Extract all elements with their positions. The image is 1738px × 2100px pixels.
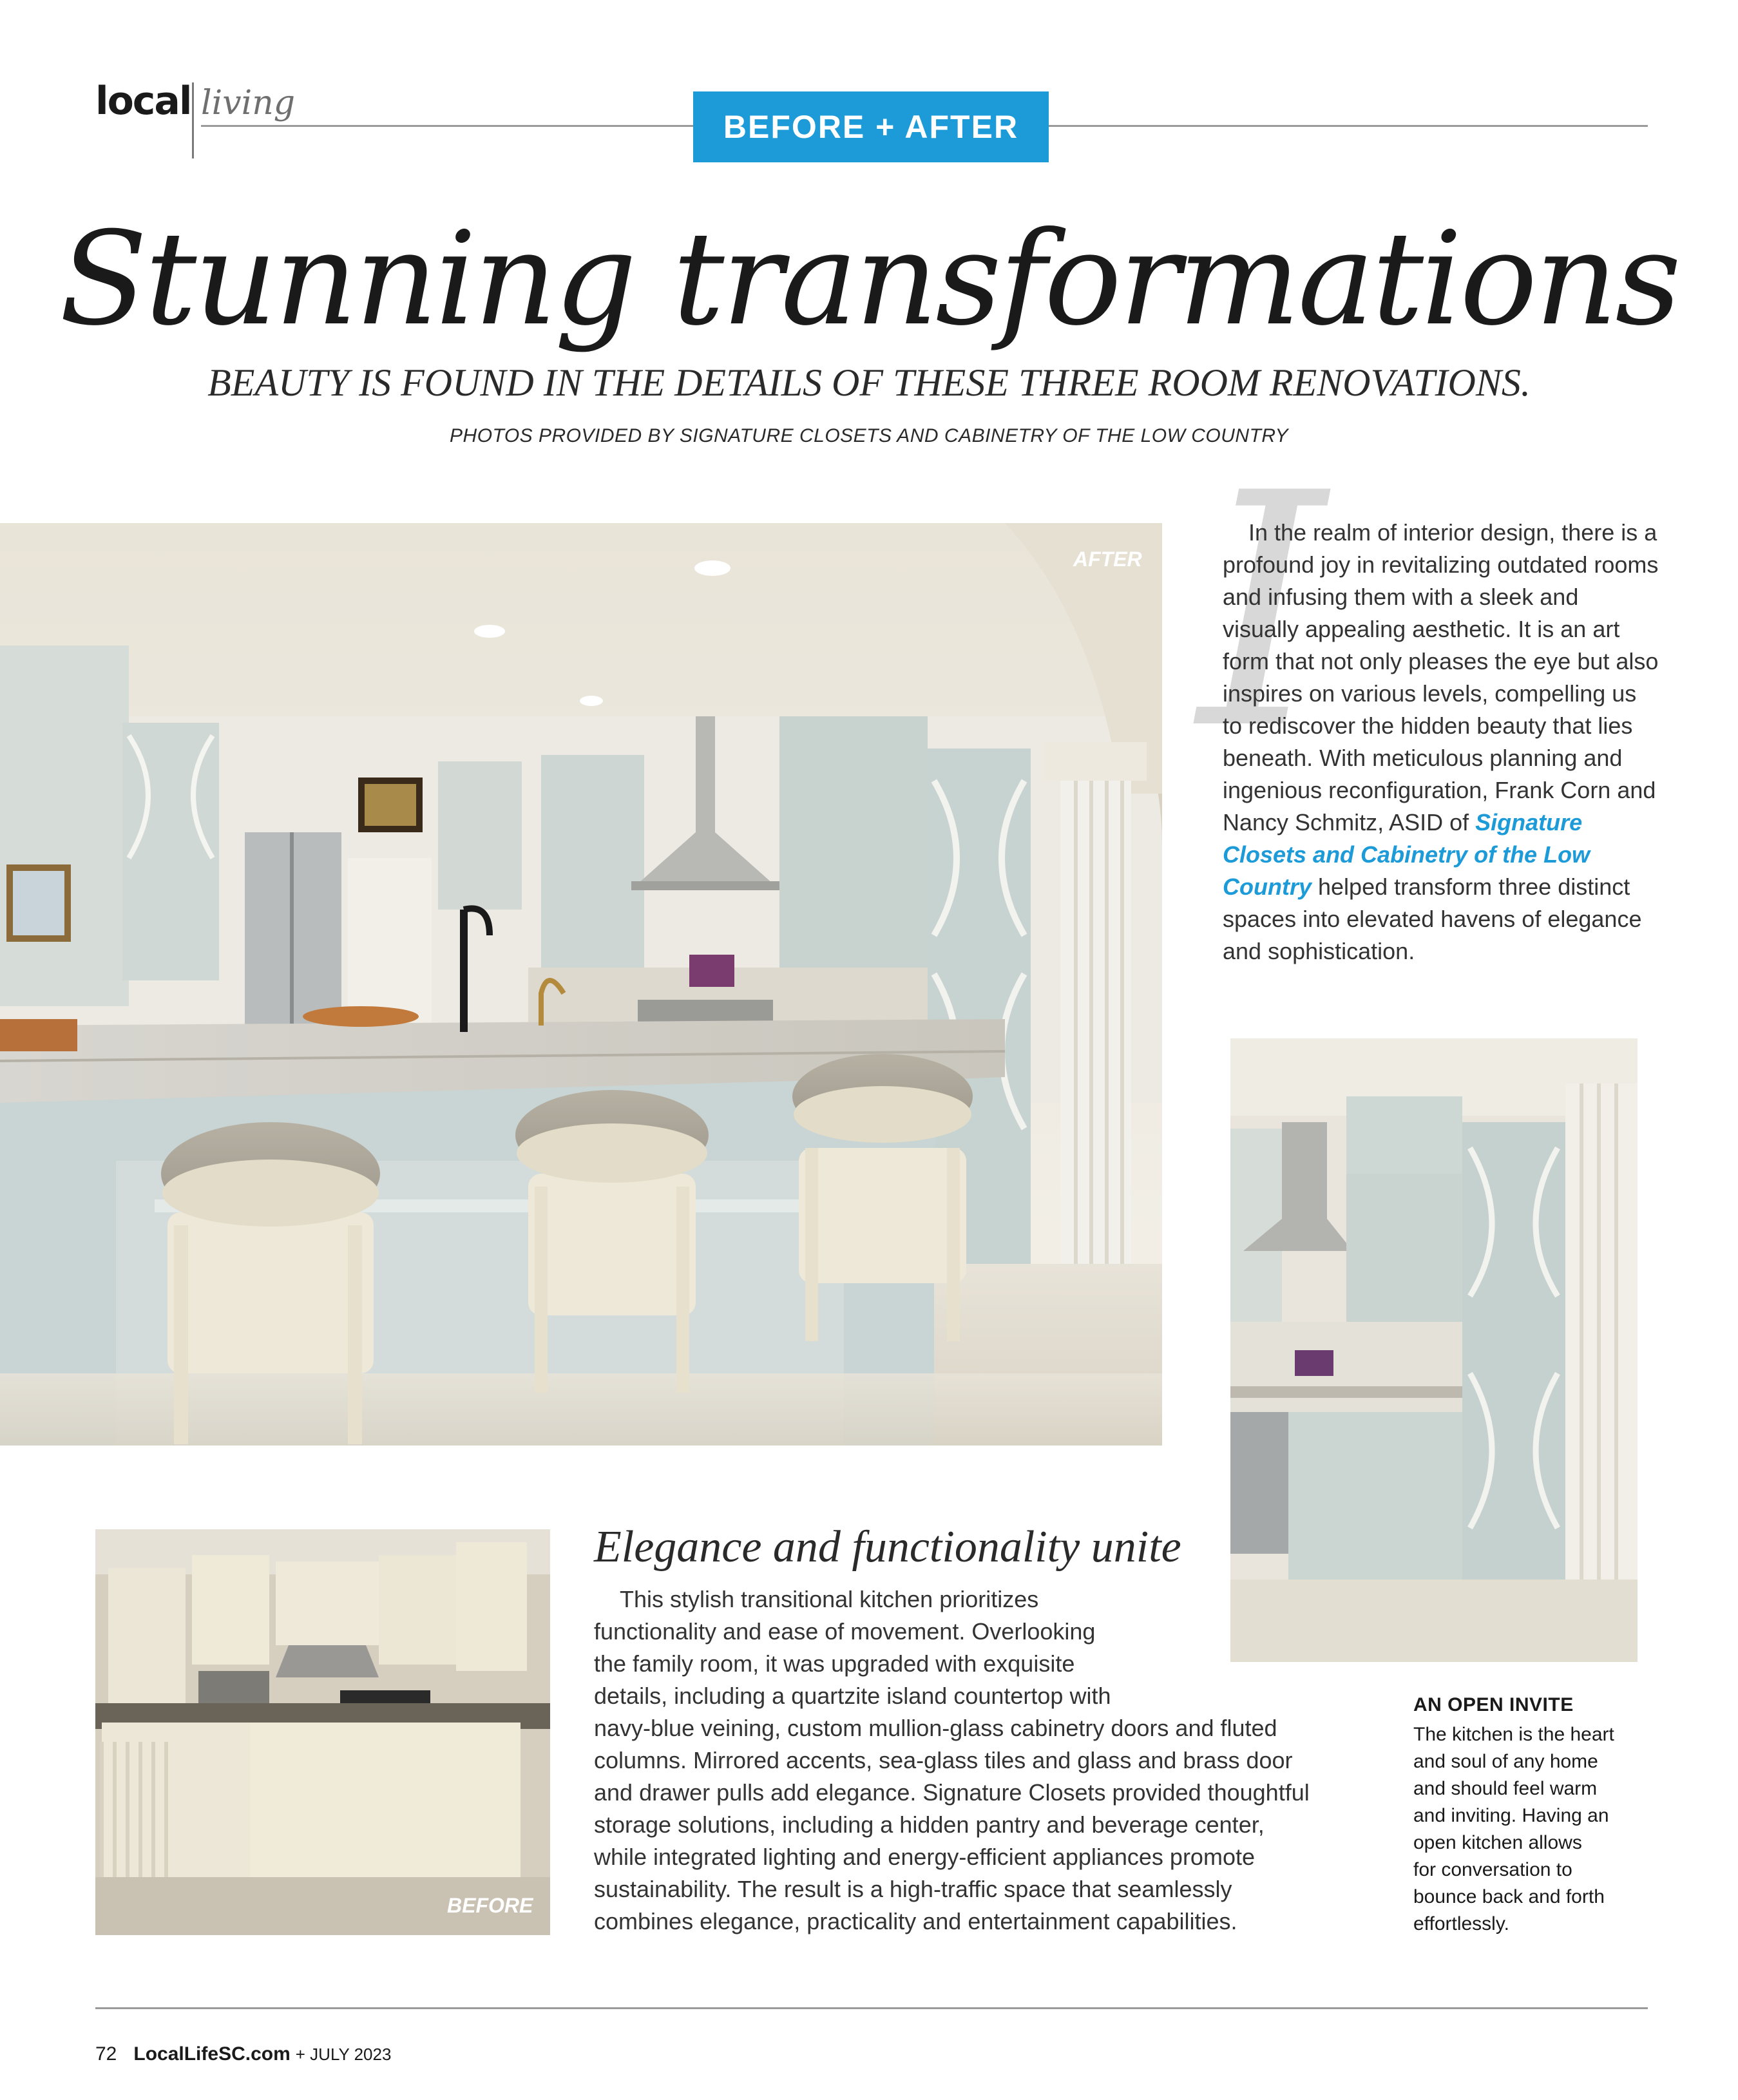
drop-cap: I (1198, 425, 1326, 799)
intro-text-start: In the realm of interior design, there is a profound joy in revitalizing outdated rooms and infusing them with a sleek and visually appealing aesthetic. It is an art form that not only pleases the eye but also inspires on various levels, compelling us to rediscover the hidden beauty that lies beneath. With meticulous planning and ingenious reconfiguration, Frank Corn and Nancy Schmitz, ASID of (1223, 519, 1659, 835)
after-detail-photo (1230, 1038, 1638, 1662)
brand-logo-living: living (201, 84, 296, 122)
page-number: 72 (95, 2043, 117, 2065)
page-footer (95, 2043, 391, 2065)
page-subtitle: BEAUTY IS FOUND IN THE DETAILS OF THESE THREE ROOM RENOVATIONS. (207, 361, 1531, 404)
photo-credit: PHOTOS PROVIDED BY SIGNATURE CLOSETS AND CABINETRY OF THE LOW COUNTRY (450, 425, 1288, 446)
article-line: functionality and ease of movement. Overlooking (594, 1618, 1096, 1645)
article-body (594, 1583, 1310, 1938)
article-line: sustainability. The result is a high-traffic space that seamlessly (594, 1876, 1232, 1902)
footer-date: + JULY 2023 (295, 2045, 392, 2064)
sidebar-line: and soul of any home (1413, 1751, 1598, 1772)
article-line: navy-blue veining, custom mullion-glass cabinetry doors and fluted (594, 1715, 1277, 1741)
article-line: This stylish transitional kitchen prioritizes (620, 1586, 1039, 1612)
brand-logo-local: local (95, 79, 191, 124)
sidebar-line: for conversation to (1413, 1859, 1572, 1880)
sidebar-line: The kitchen is the heart (1413, 1724, 1614, 1745)
article-line: details, including a quartzite island countertop with (594, 1683, 1111, 1709)
article-heading: Elegance and functionality unite (594, 1522, 1181, 1572)
after-label: AFTER (1073, 548, 1142, 571)
sidebar-caption-title: AN OPEN INVITE (1413, 1694, 1574, 1715)
article-line: columns. Mirrored accents, sea-glass tiles and glass and brass door (594, 1747, 1293, 1773)
footer-site-link[interactable]: LocalLifeSC.com (133, 2043, 291, 2065)
before-kitchen-photo (95, 1529, 550, 1935)
sidebar-line: and should feel warm (1413, 1778, 1598, 1799)
intro-text-end: helped transform three distinct spaces into elevated havens of elegance and sophistication. (1223, 873, 1642, 964)
sidebar-line: and inviting. Having an (1413, 1805, 1609, 1826)
company-link[interactable]: Signature Closets and Cabinetry of the Low Country (1223, 809, 1590, 900)
page-title: Stunning transformations (59, 204, 1679, 354)
before-label: BEFORE (447, 1894, 533, 1917)
sidebar-line: bounce back and forth (1413, 1886, 1605, 1907)
sidebar-line: effortlessly. (1413, 1913, 1509, 1934)
after-kitchen-photo (0, 523, 1162, 1446)
brand-divider (192, 82, 194, 158)
section-badge: BEFORE + AFTER (693, 91, 1049, 162)
footer-rule (95, 2007, 1648, 2009)
article-line: storage solutions, including a hidden pantry and beverage center, (594, 1811, 1265, 1838)
article-line: combines elegance, practicality and entertainment capabilities. (594, 1908, 1237, 1934)
intro-paragraph (1223, 517, 1661, 968)
article-line: while integrated lighting and energy-efficient appliances promote (594, 1844, 1255, 1870)
sidebar-line: open kitchen allows (1413, 1832, 1582, 1853)
sidebar-caption-text (1413, 1721, 1626, 1938)
article-line: and drawer pulls add elegance. Signature Closets provided thoughtful (594, 1779, 1310, 1806)
article-line: the family room, it was upgraded with exquisite (594, 1650, 1075, 1677)
